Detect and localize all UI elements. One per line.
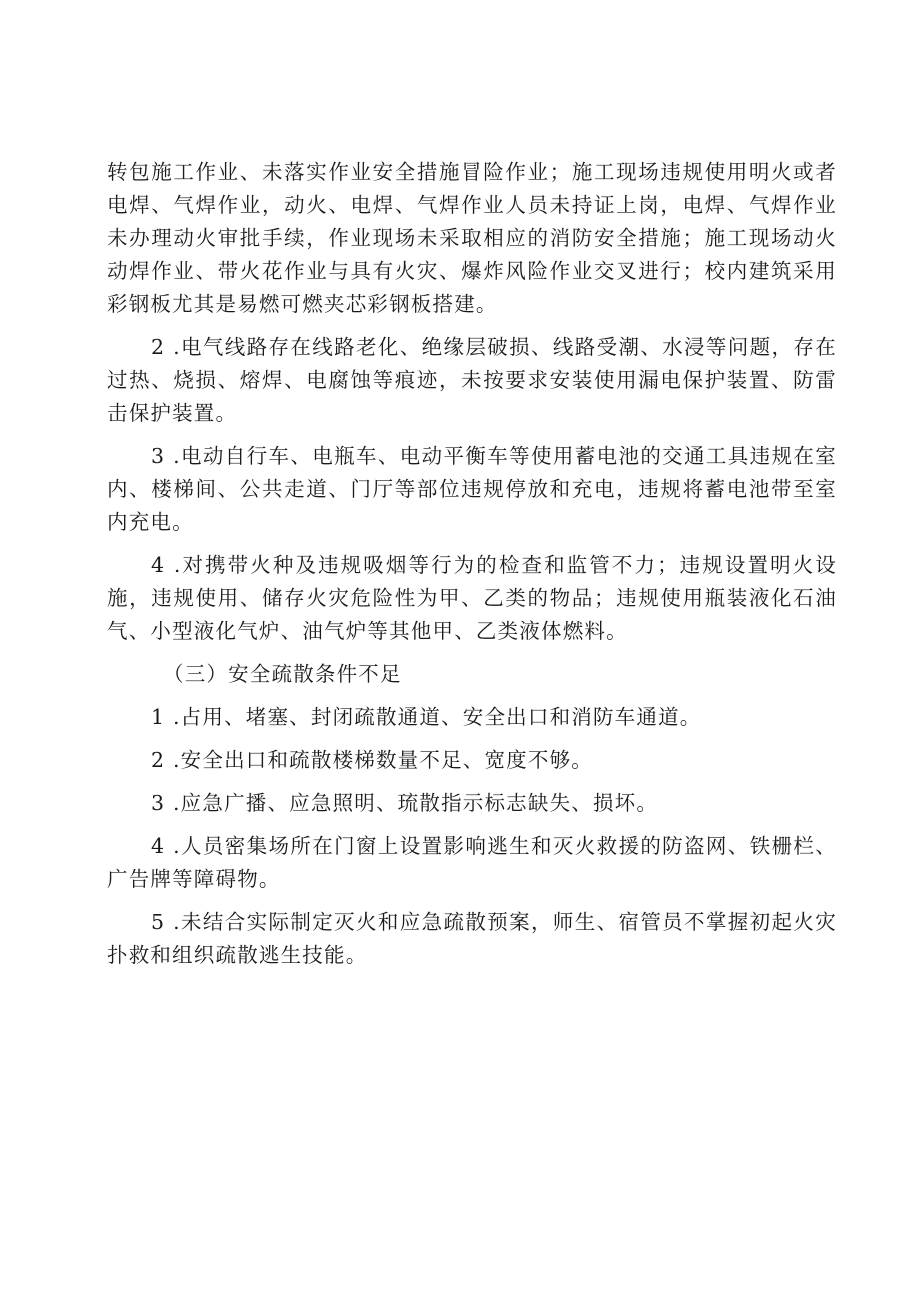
paragraph-continuation: 转包施工作业、未落实作业安全措施冒险作业；施工现场违规使用明火或者电焊、气焊作业，动火、电焊、气焊作业人员未持证上岗，电焊、气焊作业未办理动火审批手续，作业现场未采取相应的消防安全措施；施工现场动火动焊作业、带火花作业与具有火灾、爆炸风险作业交叉进行；校内建筑采用彩钢板尤其是易燃可燃夹芯彩钢板搭建。 bbox=[107, 160, 837, 316]
section-heading-evacuation: （三）安全疏散条件不足 bbox=[163, 662, 402, 686]
paragraph-evac-item-3: 3 .应急广播、应急照明、琉散指示标志缺失、损坏。 bbox=[151, 791, 659, 815]
paragraph-item-3-ebike: 3 .电动自行车、电瓶车、电动平衡车等使用蓄电池的交通工具违规在室内、楼梯间、公共走道、门厅等部位违规停放和充电，违规将蓄电池带至室内充电。 bbox=[107, 444, 837, 534]
paragraph-evac-item-4: 4 .人员密集场所在门窗上设置影响逃生和灭火救援的防盗网、铁栅栏、广告牌等障碍物。 bbox=[107, 834, 837, 891]
paragraph-item-4-fire-source: 4 .对携带火种及违规吸烟等行为的检查和监管不力；违规设置明火设施，违规使用、储存火灾危险性为甲、乙类的物品；违规使用瓶装液化石油气、小型液化气炉、油气炉等其他甲、乙类液体燃料。 bbox=[107, 553, 837, 643]
paragraph-evac-item-1: 1 .占用、堵塞、封闭疏散通道、安全出口和消防车通道。 bbox=[151, 705, 702, 729]
paragraph-item-2-electrical: 2 .电气线路存在线路老化、绝缘层破损、线路受潮、水浸等问题，存在过热、烧损、熔焊、电腐蚀等痕迹，未按要求安装使用漏电保护装置、防雷击保护装置。 bbox=[107, 335, 837, 425]
paragraph-evac-item-2: 2 .安全出口和疏散楼梯数量不足、宽度不够。 bbox=[151, 748, 593, 772]
document-body bbox=[107, 156, 837, 972]
paragraph-evac-item-5: 5 .未结合实际制定灭火和应急疏散预案，师生、宿管员不掌握初起火灾扑救和组织疏散逃生技能。 bbox=[107, 910, 837, 967]
